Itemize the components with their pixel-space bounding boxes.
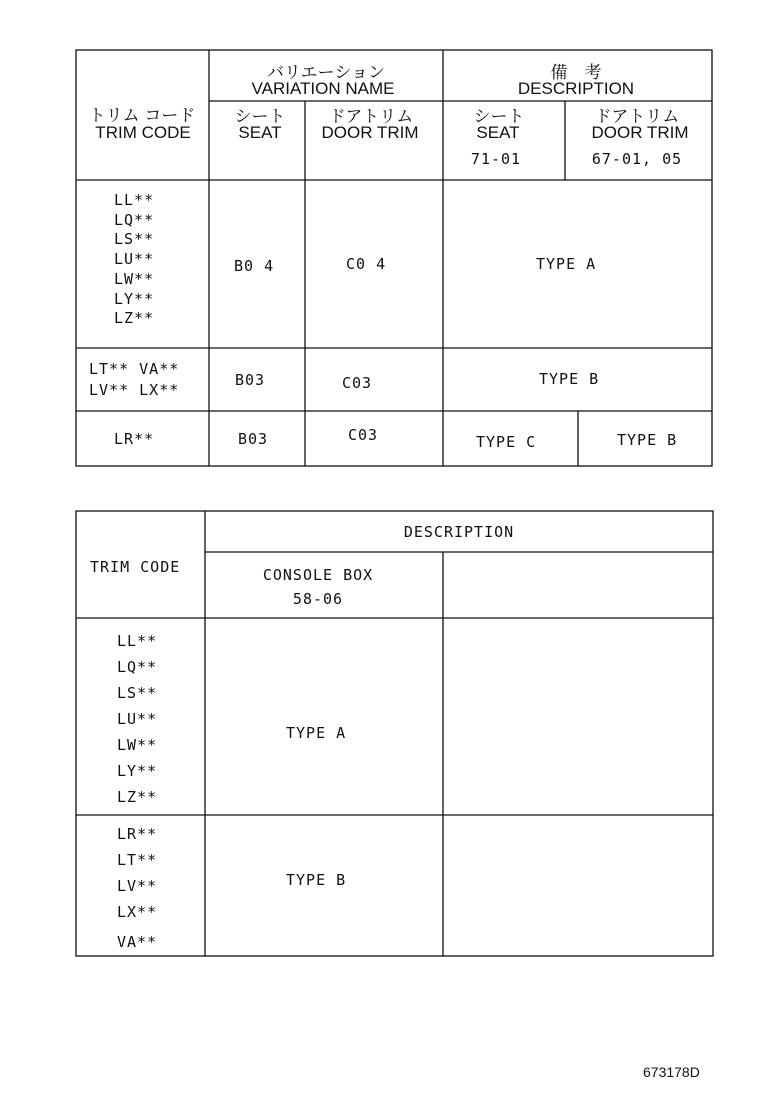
description-door-trim-label: DOOR TRIM [591,123,689,142]
row2-trim-codes-line2: LV** LX** [89,381,180,399]
trim-code-item: LY** [114,289,155,308]
trim-code-item: LS** [117,684,158,702]
description-seat-jp-label: シート [473,107,525,126]
row3-trim-code: LR** [114,430,155,448]
trim-code-item: LQ** [117,658,158,676]
figure-id: 673178D [643,1064,700,1080]
table2-row1-trim-codes [117,628,157,810]
row1-trim-codes [114,191,154,329]
console-box-label: CONSOLE BOX [262,566,374,584]
trim-code-item: LU** [114,250,155,269]
row2-trim-codes-line1: LT** VA** [89,360,180,378]
trim-code-item: LQ** [114,210,155,229]
row3-seat-value: B03 [238,430,269,448]
description-seat-label: SEAT [476,123,520,142]
row2-description-value: TYPE B [539,370,600,388]
row2-seat-value: B03 [235,371,266,389]
trim-code-item: LX** [117,903,158,921]
row3-description-seat: TYPE C [476,433,537,451]
description-door-trim-jp-label: ドアトリム [594,107,680,126]
seat-reference: 71-01 [470,150,522,168]
trim-code-item: LR** [117,825,158,843]
door-trim-reference: 67-01, 05 [591,150,683,168]
row1-seat-value: B0 4 [234,257,275,275]
trim-code-item: LV** [117,877,158,895]
trim-code-label: TRIM CODE [95,123,191,142]
variation-jp-label: バリエーション [267,63,385,82]
console-box-reference: 58-06 [292,590,344,608]
trim-code-item: LY** [117,762,158,780]
table2-row1-type: TYPE A [286,724,347,742]
trim-code-item: LW** [114,269,155,288]
row2-door-value: C03 [342,374,373,392]
table2-border [76,511,713,956]
trim-code-jp-label: トリム コード [88,106,196,125]
row3-description-door: TYPE B [617,431,678,449]
trim-code-item: LS** [114,230,155,249]
variation-door-trim-label: DOOR TRIM [321,123,419,142]
trim-code-item: LZ** [114,309,155,328]
table2-row2-trim-codes [117,821,157,955]
trim-code-item: VA** [117,933,158,951]
table2-description-label: DESCRIPTION [403,523,515,541]
trim-code-item: LU** [117,710,158,728]
table2-row2-type: TYPE B [286,871,347,889]
row1-description-value: TYPE A [536,255,597,273]
trim-code-item: LL** [117,632,158,650]
trim-code-item: LW** [117,736,158,754]
trim-code-item: LL** [114,191,155,209]
description-label: DESCRIPTION [517,79,635,98]
row1-door-value: C0 4 [346,255,387,273]
variation-seat-jp-label: シート [234,107,286,126]
table2-trim-code-label: TRIM CODE [90,558,181,576]
variation-name-label: VARIATION NAME [251,79,395,98]
variation-door-trim-jp-label: ドアトリム [328,107,414,126]
trim-code-item: LZ** [117,788,158,806]
trim-code-item: LT** [117,851,158,869]
row3-door-value: C03 [348,426,379,444]
description-jp-label: 備 考 [550,63,602,82]
variation-seat-label: SEAT [238,123,282,142]
